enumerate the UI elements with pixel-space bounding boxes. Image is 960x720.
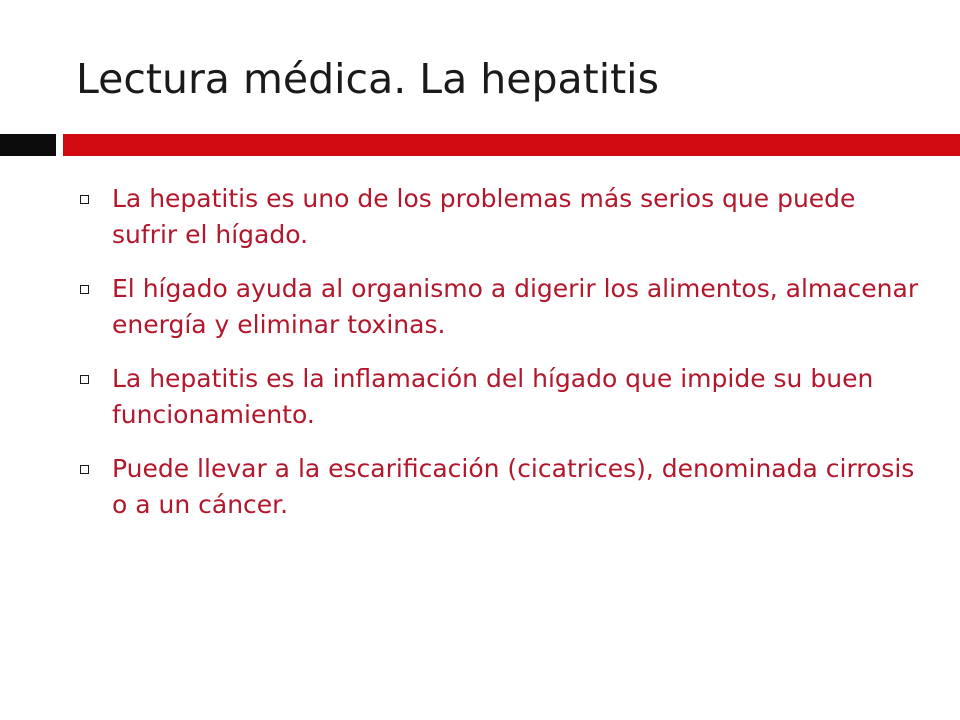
bullet-text: La hepatitis es la inflamación del hígado que impide su buen funcionamiento. [112,364,874,429]
title-accent-bar-red [63,134,960,156]
bullet-item [78,181,928,253]
title-accent-bar-dark [0,134,56,156]
bullet-list [78,181,928,541]
bullet-item [78,271,928,343]
bullet-text: La hepatitis es uno de los problemas más serios que puede sufrir el hígado. [112,184,856,249]
bullet-text: El hígado ayuda al organismo a digerir los alimentos, almacenar energía y eliminar toxinas. [112,274,919,339]
hollow-square-icon [80,285,89,294]
hollow-square-icon [80,465,89,474]
hollow-square-icon [80,195,89,204]
bullet-item [78,451,928,523]
slide-title: Lectura médica. La hepatitis [76,55,659,103]
hollow-square-icon [80,375,89,384]
bullet-text: Puede llevar a la escarificación (cicatrices), denominada cirrosis o a un cáncer. [112,454,915,519]
bullet-item [78,361,928,433]
